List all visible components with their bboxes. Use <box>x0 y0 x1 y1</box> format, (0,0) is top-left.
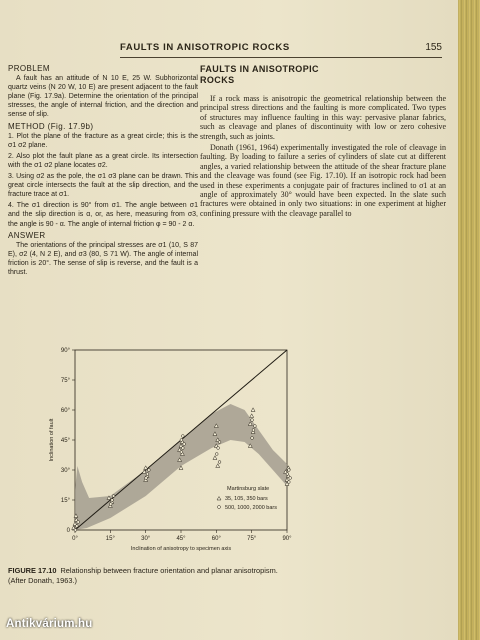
problem-text: A fault has an attitude of N 10 E, 25 W. Subhorizontal quartz veins (N 20 W, 10 E) are present adjacent to the fault plane (Fig. 17.9a). Determine the orientation of the principal stresses, the angle of internal friction, and the direction and sense of slip. <box>8 75 198 119</box>
data-point-circle <box>74 529 77 532</box>
method-step: 4. The σ1 direction is 90° from σ1. The angle between σ1 and the slip direction is α, or, as here, measuring from σ3, the angle is 90 - α. The angle of internal friction φ = 90 - 2 α. <box>8 202 198 228</box>
y-tick-label: 75° <box>60 378 70 384</box>
data-point-circle <box>218 461 221 464</box>
problem-column <box>8 62 198 279</box>
data-point-circle <box>145 477 148 480</box>
data-point-circle <box>77 521 80 524</box>
data-point-circle <box>215 453 218 456</box>
caption-label: FIGURE 17.10 <box>8 566 57 575</box>
data-point-circle <box>181 447 184 450</box>
data-point-circle <box>289 477 292 480</box>
body-paragraph: Donath (1961, 1964) experimentally investigated the role of cleavage in faulting. By loading to failure a series of cylinders of slate cut at different angles, a varied relationship between the attitude of the shear fracture plane and the cleavage was found (see Fig. 17.10). If an isotropic rock had been used in these experiments a conjugate pair of fractures inclined to σ1 at an angle of approximately 30° would have been expected. In the slate such fractures were obtained in only two situations: in one experiment at higher confining pressure with the cleavage parallel to <box>200 143 446 218</box>
x-tick-label: 30° <box>141 536 151 542</box>
figure-17-10 <box>30 340 305 562</box>
x-tick-label: 0° <box>72 536 78 542</box>
problem-heading: PROBLEM <box>8 64 50 73</box>
legend-marker-triangle <box>217 497 221 501</box>
x-axis-label: Inclination of anisotropy to specimen axis <box>130 546 232 552</box>
header-rule <box>120 57 442 58</box>
running-title: FAULTS IN ANISOTROPIC ROCKS <box>120 42 290 53</box>
legend-entry: 35, 105, 350 bars <box>225 496 268 502</box>
y-tick-label: 0 <box>66 528 70 534</box>
figure-caption <box>8 566 308 586</box>
body-paragraph: If a rock mass is anisotropic the geometrical relationship between the principal stress directions and the faulting is more complicated. Two types of structures may influence faulting in this way: pervasive planar fabrics, such as cleavage and planes of discontinuity with low or zero cohesive strength, such as joints. <box>200 94 446 141</box>
data-point-triangle <box>250 414 254 418</box>
data-point-circle <box>181 435 184 438</box>
y-tick-label: 45° <box>60 438 70 444</box>
legend-entry: 500, 1000, 2000 bars <box>225 505 277 511</box>
method-step: 3. Using σ2 as the pole, the σ1 σ3 plane can be drawn. This great circle intersects the fault at the slip direction, and the fracture trace at σ1. <box>8 173 198 199</box>
body-column <box>200 64 446 220</box>
data-point-circle <box>253 425 256 428</box>
answer-text: The orientations of the principal stresses are σ1 (10, S 87 E), σ2 (4, N 2 E), and σ3 (80, S 71 W). The angle of internal friction is 20°. The sense of slip is reverse, and the fault is a thrust. <box>8 241 198 276</box>
data-point-circle <box>180 439 183 442</box>
answer-heading: ANSWER <box>8 230 46 240</box>
data-point-circle <box>218 441 221 444</box>
data-point-triangle <box>251 408 255 412</box>
data-point-circle <box>286 473 289 476</box>
data-point-circle <box>111 499 114 502</box>
section-title <box>200 64 446 86</box>
y-tick-label: 15° <box>60 498 70 504</box>
page-number: 155 <box>425 42 442 53</box>
x-tick-label: 90° <box>282 536 292 542</box>
scatter-chart <box>30 340 305 562</box>
method-step: 2. Also plot the fault plane as a great circle. Its intersection with the σ1 σ2 plane locates σ2. <box>8 152 198 169</box>
y-axis-label: Inclination of fault <box>49 418 55 462</box>
y-tick-label: 60° <box>60 408 70 414</box>
section-title-line-1: FAULTS IN ANISOTROPIC <box>200 64 319 74</box>
data-point-circle <box>109 503 112 506</box>
page-edge <box>458 0 480 640</box>
data-point-circle <box>252 429 255 432</box>
method-step: 1. Plot the plane of the fracture as a great circle; this is the σ1 σ2 plane. <box>8 132 198 149</box>
x-tick-label: 75° <box>247 536 257 542</box>
data-point-circle <box>180 451 183 454</box>
data-point-circle <box>183 443 186 446</box>
data-point-triangle <box>216 464 220 468</box>
data-point-circle <box>287 469 290 472</box>
legend-marker-circle <box>218 506 221 509</box>
x-tick-label: 45° <box>176 536 186 542</box>
y-tick-label: 30° <box>60 468 70 474</box>
data-point-triangle <box>213 456 217 460</box>
x-tick-label: 60° <box>211 536 221 542</box>
section-title-line-2: ROCKS <box>200 75 235 85</box>
data-point-circle <box>112 495 115 498</box>
data-point-circle <box>287 481 290 484</box>
data-point-circle <box>75 525 78 528</box>
legend-title: Martinsburg slate <box>227 486 270 492</box>
data-point-circle <box>217 447 220 450</box>
x-tick-label: 15° <box>105 536 115 542</box>
method-heading: METHOD (Fig. 17.9b) <box>8 121 94 131</box>
y-tick-label: 90° <box>60 348 70 354</box>
running-header <box>120 42 450 58</box>
caption-source: (After Donath, 1963.) <box>8 576 78 585</box>
watermark: Antikvárium.hu <box>6 618 93 630</box>
data-point-circle <box>251 437 254 440</box>
data-point-circle <box>146 473 149 476</box>
caption-text: Relationship between fracture orientation and planar anisotropism. <box>60 566 278 575</box>
data-point-triangle <box>144 466 148 470</box>
data-point-circle <box>251 419 254 422</box>
data-point-circle <box>147 469 150 472</box>
